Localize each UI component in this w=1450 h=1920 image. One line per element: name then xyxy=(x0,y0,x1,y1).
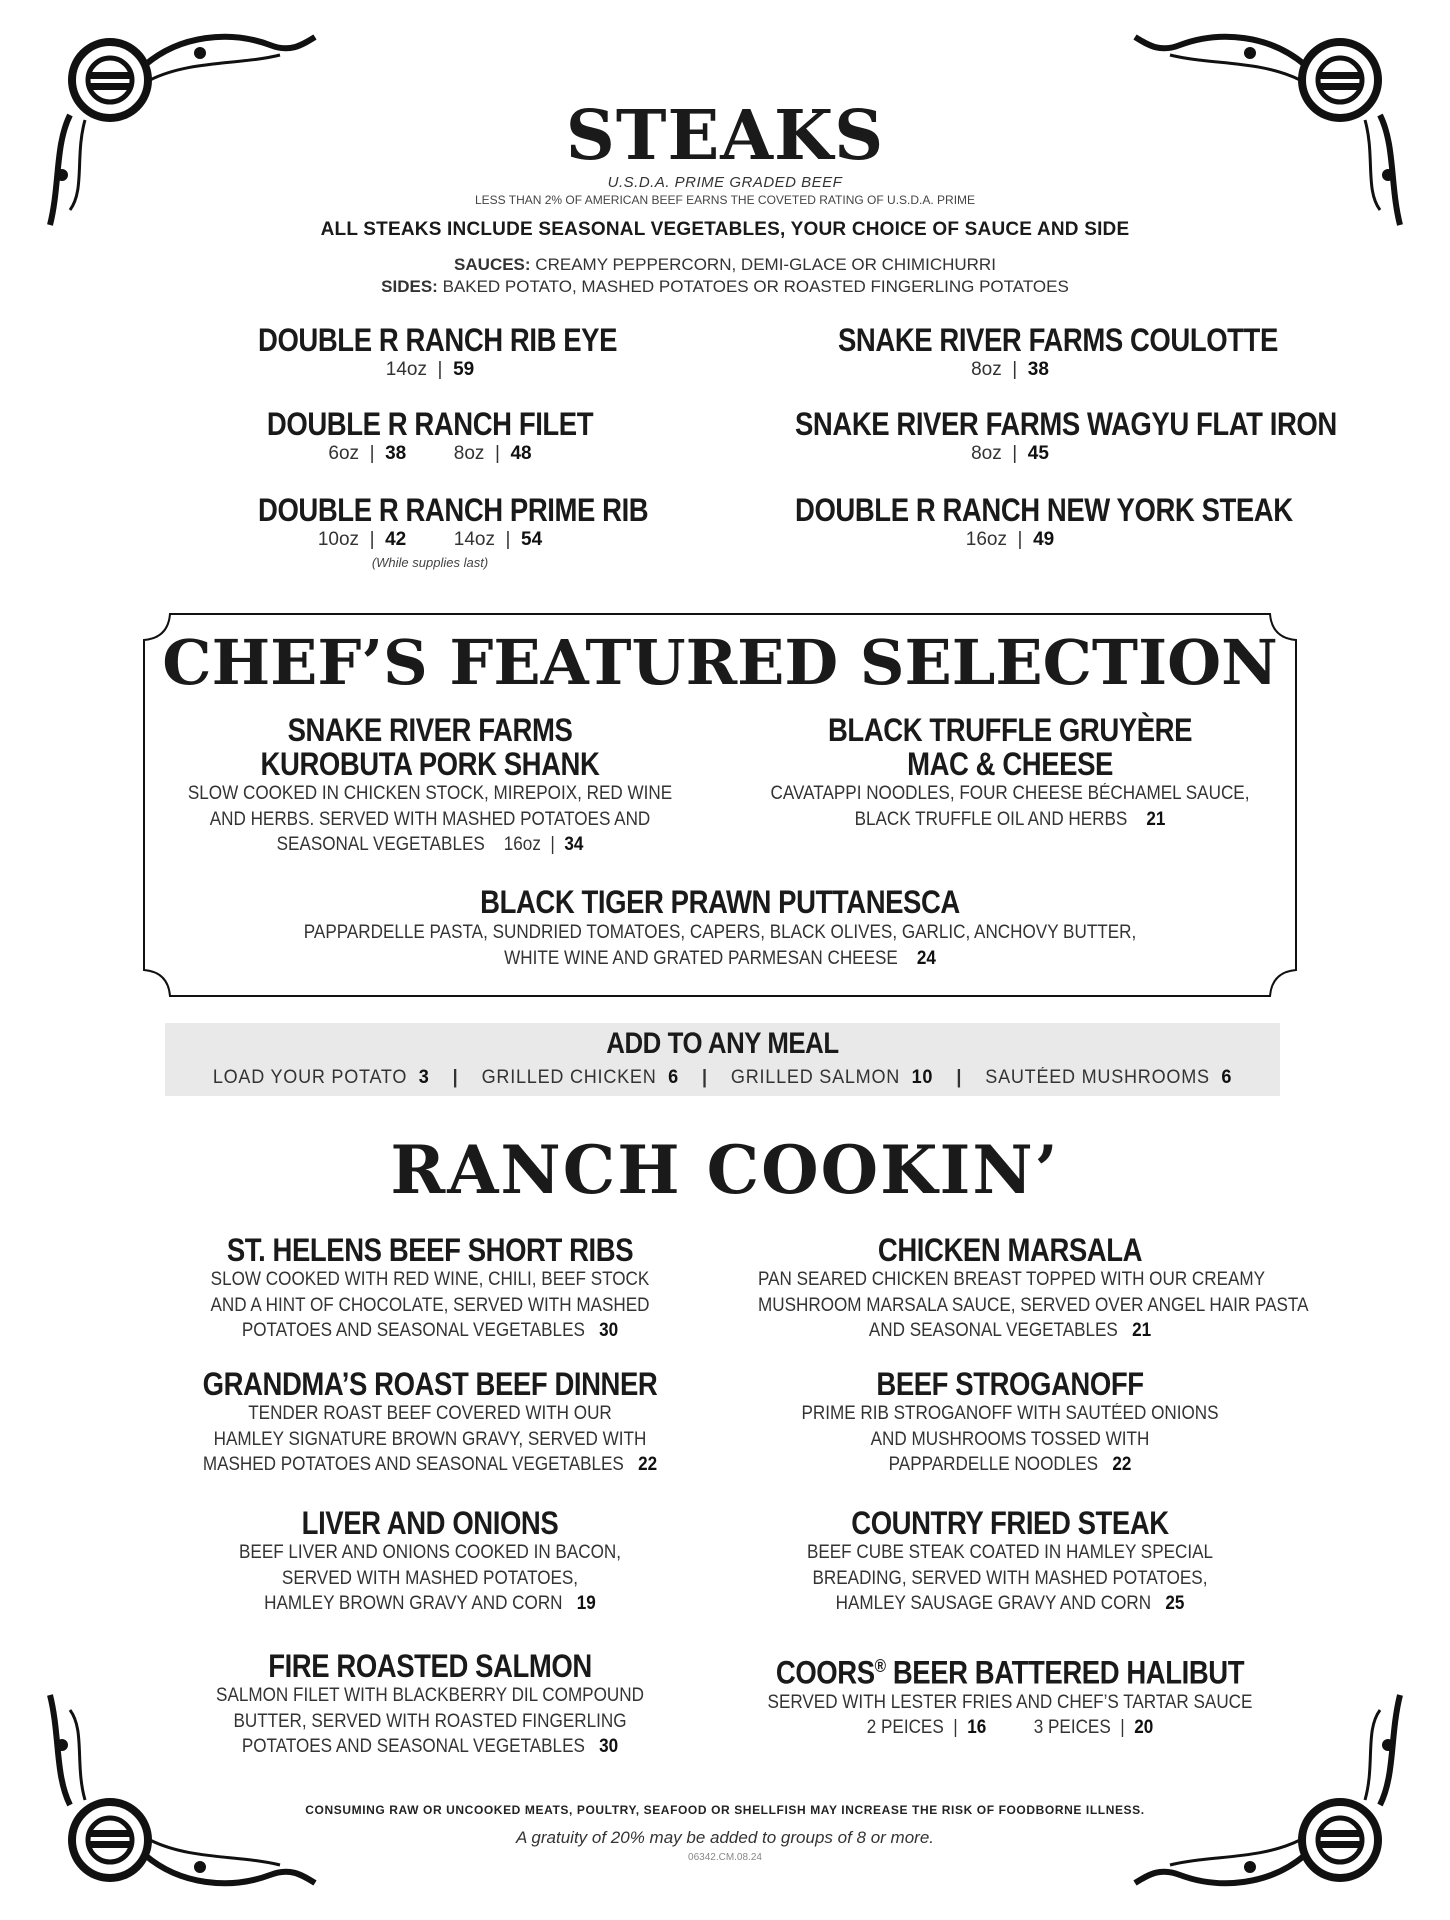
item-title: COORS® BEER BATTERED HALIBUT xyxy=(775,1654,1245,1691)
ranch-halibut xyxy=(730,1649,1290,1741)
item-sizes: 8oz | 45 xyxy=(971,443,1049,464)
item-desc: SALMON FILET WITH BLACKBERRY DIL COMPOUND xyxy=(216,1685,644,1706)
addons-bar xyxy=(165,1023,1280,1096)
item-sizes: 6oz | 38 8oz | 48 xyxy=(328,443,532,464)
item-note: (While supplies last) xyxy=(371,555,489,570)
sauces-text: CREAMY PEPPERCORN, DEMI-GLACE OR CHIMICHURRI xyxy=(535,255,996,274)
item-title: CHICKEN MARSALA xyxy=(877,1232,1143,1268)
item-desc: HAMLEY SAUSAGE GRAVY AND CORN 25 xyxy=(835,1593,1185,1614)
steak-filet xyxy=(230,406,630,465)
item-desc: AND HERBS. SERVED WITH MASHED POTATOES AND xyxy=(209,808,651,830)
steaks-header xyxy=(0,98,1450,297)
sides-label: SIDES: xyxy=(381,277,438,296)
item-desc: SERVED WITH LESTER FRIES AND CHEF’S TARTAR SAUCE xyxy=(767,1691,1253,1713)
item-desc: PAPPARDELLE PASTA, SUNDRIED TOMATOES, CAPERS, BLACK OLIVES, GARLIC, ANCHOVY BUTTER, xyxy=(303,922,1137,943)
item-title: DOUBLE R RANCH RIB EYE xyxy=(258,322,618,358)
ranch-chicken-marsala xyxy=(730,1232,1309,1344)
item-desc: BEEF LIVER AND ONIONS COOKED IN BACON, xyxy=(239,1542,621,1563)
footer-warning: CONSUMING RAW OR UNCOOKED MEATS, POULTRY, SEAFOOD OR SHELLFISH MAY INCREASE THE RISK OF FOODBORNE ILLNESS. xyxy=(305,1803,1145,1817)
steak-wagyu-flat-iron xyxy=(760,406,1337,465)
item-desc: WHITE WINE AND GRATED PARMESAN CHEESE 24 xyxy=(504,947,936,969)
featured-puttanesca xyxy=(140,884,1300,971)
steak-new-york xyxy=(760,492,1293,551)
item-desc: HAMLEY SIGNATURE BROWN GRAVY, SERVED WITH xyxy=(213,1428,647,1450)
item-title: BEEF STROGANOFF xyxy=(876,1366,1144,1402)
item-sizes: 2 PEICES | 16 3 PEICES | 20 xyxy=(866,1717,1154,1739)
item-desc: MUSHROOM MARSALA SAUCE, SERVED OVER ANGEL HAIR PASTA xyxy=(758,1294,1309,1316)
ranch-roast-beef xyxy=(150,1367,710,1478)
ranch-short-ribs xyxy=(150,1233,710,1344)
ranch-liver-onions xyxy=(150,1506,710,1617)
item-desc: SLOW COOKED WITH RED WINE, CHILI, BEEF STOCK xyxy=(210,1269,650,1290)
item-desc: BREADING, SERVED WITH MASHED POTATOES, xyxy=(812,1567,1208,1589)
item-title: ST. HELENS BEEF SHORT RIBS xyxy=(226,1232,634,1268)
featured-mac-cheese xyxy=(730,713,1290,832)
item-desc: MASHED POTATOES AND SEASONAL VEGETABLES 22 xyxy=(202,1454,658,1475)
item-desc: BLACK TRUFFLE OIL AND HERBS 21 xyxy=(854,808,1166,830)
steak-rib-eye xyxy=(230,322,630,381)
footer-gratuity: A gratuity of 20% may be added to groups of 8 or more. xyxy=(516,1828,934,1847)
steak-coulotte xyxy=(810,322,1278,381)
featured-pork-shank xyxy=(150,713,710,858)
item-desc: SLOW COOKED IN CHICKEN STOCK, MIREPOIX, RED WINE xyxy=(187,783,673,804)
steaks-includes: ALL STEAKS INCLUDE SEASONAL VEGETABLES, YOUR CHOICE OF SAUCE AND SIDE xyxy=(320,219,1130,240)
item-title: SNAKE RIVER FARMS xyxy=(287,712,573,748)
steaks-title: STEAKS xyxy=(565,96,885,176)
item-desc: POTATOES AND SEASONAL VEGETABLES 30 xyxy=(241,1320,619,1341)
item-title: BLACK TRUFFLE GRUYÈRE xyxy=(827,712,1192,748)
item-sizes: 14oz | 59 xyxy=(385,359,475,380)
item-desc: SERVED WITH MASHED POTATOES, xyxy=(281,1567,579,1589)
item-desc: BEEF CUBE STEAK COATED IN HAMLEY SPECIAL xyxy=(806,1542,1214,1563)
item-title: FIRE ROASTED SALMON xyxy=(268,1648,592,1684)
item-title: GRANDMA’S ROAST BEEF DINNER xyxy=(202,1366,658,1402)
item-desc: TENDER ROAST BEEF COVERED WITH OUR xyxy=(248,1403,612,1424)
item-sizes: 16oz | 49 xyxy=(965,529,1055,550)
item-title: SNAKE RIVER FARMS COULOTTE xyxy=(838,322,1278,358)
item-title: DOUBLE R RANCH FILET xyxy=(266,406,594,442)
item-desc: PAN SEARED CHICKEN BREAST TOPPED WITH OUR CREAMY xyxy=(758,1269,1266,1290)
featured-title: CHEF’S FEATURED SELECTION xyxy=(162,626,1278,699)
ranch-title: RANCH COOKIN’ xyxy=(390,1131,1060,1209)
item-desc: PRIME RIB STROGANOFF WITH SAUTÉED ONIONS xyxy=(801,1403,1219,1424)
steaks-note: LESS THAN 2% OF AMERICAN BEEF EARNS THE COVETED RATING OF U.S.D.A. PRIME xyxy=(474,193,976,207)
footer-code: 06342.CM.08.24 xyxy=(688,1852,762,1863)
ranch-stroganoff xyxy=(730,1367,1290,1478)
item-desc: CAVATAPPI NOODLES, FOUR CHEESE BÉCHAMEL SAUCE, xyxy=(770,783,1250,804)
steaks-sauces xyxy=(0,255,1450,275)
item-desc: AND MUSHROOMS TOSSED WITH xyxy=(870,1428,1150,1450)
item-desc: POTATOES AND SEASONAL VEGETABLES 30 xyxy=(241,1736,619,1757)
item-title: BLACK TIGER PRAWN PUTTANESCA xyxy=(480,884,960,920)
ranch-country-fried-steak xyxy=(730,1506,1290,1617)
item-title: LIVER AND ONIONS xyxy=(301,1505,559,1541)
item-title: SNAKE RIVER FARMS WAGYU FLAT IRON xyxy=(795,406,1337,442)
addons-list: LOAD YOUR POTATO 3 | GRILLED CHICKEN 6 | GRILLED SALMON 10 | SAUTÉED MUSHROOMS 6 xyxy=(212,1067,1233,1088)
item-desc: BUTTER, SERVED WITH ROASTED FINGERLING xyxy=(233,1710,627,1732)
item-desc: AND SEASONAL VEGETABLES 21 xyxy=(868,1320,1152,1341)
steaks-sides xyxy=(0,277,1450,297)
item-desc: AND A HINT OF CHOCOLATE, SERVED WITH MASHED xyxy=(210,1294,650,1316)
item-title-line2: KUROBUTA PORK SHANK xyxy=(260,746,600,782)
item-sizes: 8oz | 38 xyxy=(971,359,1049,380)
item-title: COUNTRY FRIED STEAK xyxy=(851,1505,1169,1541)
item-title-line2: MAC & CHEESE xyxy=(907,746,1113,782)
item-desc: HAMLEY BROWN GRAVY AND CORN 19 xyxy=(264,1593,596,1614)
item-sizes: 10oz | 42 14oz | 54 xyxy=(317,529,543,550)
item-title: DOUBLE R RANCH PRIME RIB xyxy=(258,492,649,528)
sides-text: BAKED POTATO, MASHED POTATOES OR ROASTED FINGERLING POTATOES xyxy=(442,277,1069,296)
sauces-label: SAUCES: xyxy=(454,255,531,274)
ranch-salmon xyxy=(150,1649,710,1760)
steak-prime-rib xyxy=(230,492,649,570)
item-desc: SEASONAL VEGETABLES 16oz | 34 xyxy=(276,834,584,855)
item-title: DOUBLE R RANCH NEW YORK STEAK xyxy=(795,492,1293,528)
steaks-subtitle: U.S.D.A. PRIME GRADED BEEF xyxy=(607,174,843,191)
item-desc: PAPPARDELLE NOODLES 22 xyxy=(888,1454,1132,1475)
addons-title: ADD TO ANY MEAL xyxy=(606,1027,839,1060)
